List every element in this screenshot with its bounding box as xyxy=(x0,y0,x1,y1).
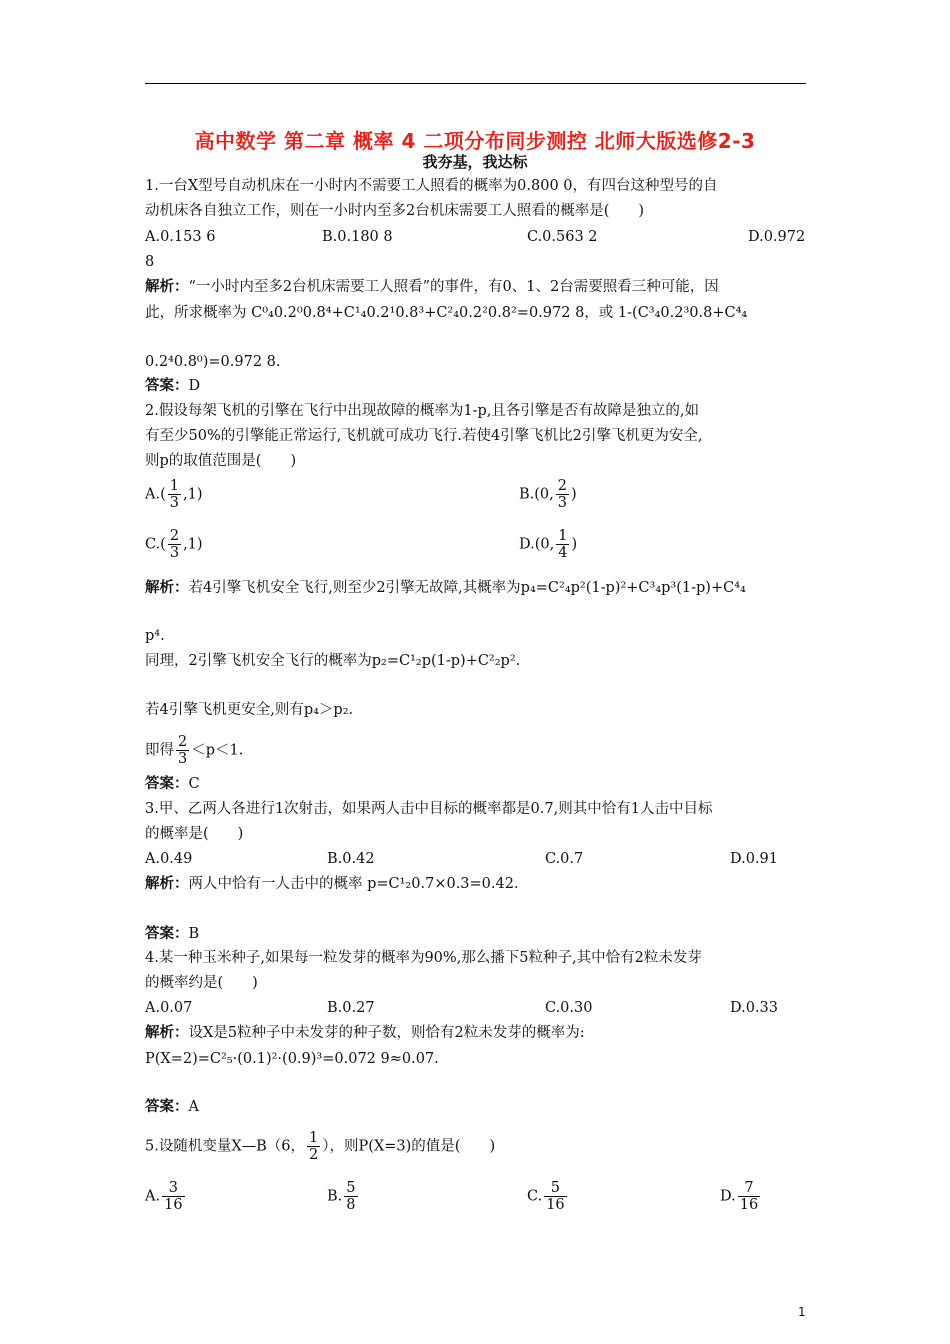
q2-analysis-line3: 同理，2引擎飞机安全飞行的概率为p₂=C¹₂p(1-p)+C²₂p². xyxy=(145,653,521,669)
page-subtitle: 我夯基，我达标 xyxy=(422,153,528,171)
q5-option-d: D. $\frac{7}{16}$ xyxy=(720,1180,759,1213)
q2-option-d: D.(0, $\frac{1}{4}$ ) xyxy=(519,528,578,561)
page-title: 高中数学 第二章 概率 4 二项分布同步测控 北师大版选修2-3 xyxy=(194,129,756,153)
q5-option-c: C. $\frac{5}{16}$ xyxy=(527,1180,565,1213)
q5-stem: 5.设随机变量X—B（6， $\frac{1}{2}$ ），则P(X=3)的值是( ) xyxy=(145,1130,496,1163)
q2-analysis-line2: p⁴. xyxy=(145,628,165,644)
q2-stem-line3: 则p的取值范围是( ) xyxy=(145,453,297,469)
q1-analysis-line3: 0.2⁴0.8⁰)=0.972 8. xyxy=(145,354,281,370)
answer-label: 答案： xyxy=(145,1099,189,1115)
q1-stem-line1: 1.一台X型号自动机床在一小时内不需要工人照看的概率为0.800 0，有四台这种型号的自 xyxy=(145,178,718,194)
q1-option-d-wrap: 8 xyxy=(145,254,155,270)
q1-option-a: A.0.153 6 xyxy=(145,229,216,245)
q4-stem-line2: 的概率约是( ) xyxy=(145,975,258,991)
q3-stem-line2: 的概率是( ) xyxy=(145,826,244,842)
q4-option-b: B.0.27 xyxy=(327,1000,375,1016)
answer-label: 答案： xyxy=(145,776,189,792)
q2-option-b: B.(0, $\frac{2}{3}$ ) xyxy=(519,478,577,511)
q1-answer: 答案：D xyxy=(145,378,201,394)
q2-stem-line1: 2.假设每架飞机的引擎在飞行中出现故障的概率为1-p,且各引擎是否有故障是独立的,如 xyxy=(145,403,699,419)
q3-answer: 答案：B xyxy=(145,926,200,942)
analysis-label: 解析： xyxy=(145,580,189,596)
analysis-label: 解析： xyxy=(145,876,189,892)
q4-analysis-line1: 解析：设X是5粒种子中未发芽的种子数，则恰有2粒未发芽的概率为: xyxy=(145,1025,585,1041)
q2-analysis-line1: 解析：若4引擎飞机安全飞行,则至少2引擎无故障,其概率为p₄=C²₄p²(1-p)²+C³₄p³(1-p)+C⁴₄ xyxy=(145,580,746,596)
q1-stem-line2: 动机床各自独立工作，则在一小时内至多2台机床需要工人照看的概率是( ) xyxy=(145,203,645,219)
q3-option-a: A.0.49 xyxy=(145,851,193,867)
q3-option-b: B.0.42 xyxy=(327,851,375,867)
q3-analysis: 解析：两人中恰有一人击中的概率 p=C¹₂0.7×0.3=0.42. xyxy=(145,876,519,892)
q2-answer: 答案：C xyxy=(145,776,200,792)
q2-analysis-line5: 即得 $\frac{2}{3}$ ＜p＜1. xyxy=(145,734,244,767)
q2-analysis-line4: 若4引擎飞机更安全,则有p₄＞p₂. xyxy=(145,702,354,718)
q4-option-c: C.0.30 xyxy=(545,1000,593,1016)
q1-analysis-line1: 解析：“一小时内至多2台机床需要工人照看”的事件，有0、1、2台需要照看三种可能，因 xyxy=(145,279,719,295)
q3-option-c: C.0.7 xyxy=(545,851,584,867)
q3-stem-line1: 3.甲、乙两人各进行1次射击，如果两人击中目标的概率都是0.7,则其中恰有1人击中目标 xyxy=(145,801,713,817)
q5-option-a: A. $\frac{3}{16}$ xyxy=(145,1180,183,1213)
q4-option-a: A.0.07 xyxy=(145,1000,193,1016)
answer-label: 答案： xyxy=(145,378,189,394)
q1-option-c: C.0.563 2 xyxy=(527,229,598,245)
q2-stem-line2: 有至少50%的引擎能正常运行,飞机就可成功飞行.若使4引擎飞机比2引擎飞机更为安全, xyxy=(145,428,703,444)
q3-option-d: D.0.91 xyxy=(730,851,779,867)
q2-option-c: C.( $\frac{2}{3}$ ,1) xyxy=(145,528,203,561)
q4-stem-line1: 4.某一种玉米种子,如果每一粒发芽的概率为90%,那么播下5粒种子,其中恰有2粒未发芽 xyxy=(145,950,702,966)
q4-analysis-line2: P(X=2)=C²₅·(0.1)²·(0.9)³=0.072 9≈0.07. xyxy=(145,1051,439,1067)
q1-option-d: D.0.972 xyxy=(748,229,806,245)
q4-answer: 答案：A xyxy=(145,1099,199,1115)
q4-option-d: D.0.33 xyxy=(730,1000,779,1016)
q1-analysis-line2: 此，所求概率为 C⁰₄0.2⁰0.8⁴+C¹₄0.2¹0.8³+C²₄0.2²0.8²=0.972 8，或 1-(C³₄0.2³0.8+C⁴₄ xyxy=(145,305,748,321)
q2-option-a: A.( $\frac{1}{3}$ ,1) xyxy=(145,478,203,511)
page-number: 1 xyxy=(798,1305,806,1319)
analysis-label: 解析： xyxy=(145,279,189,295)
q5-option-b: B. $\frac{5}{8}$ xyxy=(327,1180,356,1213)
analysis-label: 解析： xyxy=(145,1025,189,1041)
q1-option-b: B.0.180 8 xyxy=(322,229,393,245)
header-rule xyxy=(145,83,806,84)
answer-label: 答案： xyxy=(145,926,189,942)
